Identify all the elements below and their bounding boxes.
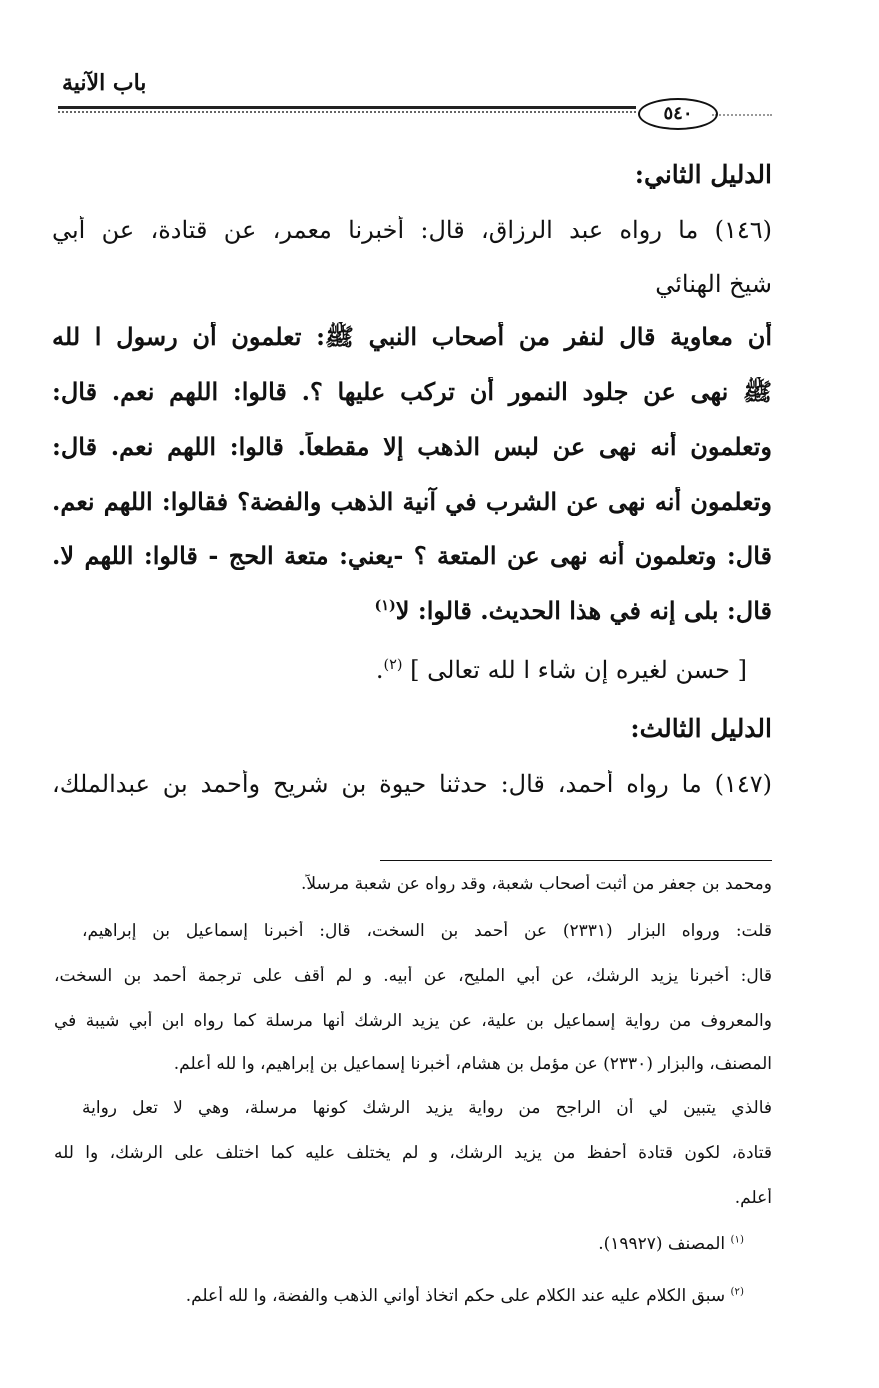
footnote-ref-2: (٢) — [383, 657, 403, 673]
hadith-text-line-6-text: قال: بلى إنه في هذا الحديث. قالوا: لا — [395, 596, 772, 625]
page-number: ٥٤٠ — [638, 98, 718, 130]
hadith-146-chain-line-1: (١٤٦) ما رواه عبد الرزاق، قال: أخبرنا معمر، عن قتادة، عن أبي — [52, 216, 772, 244]
footnote-note-b-line-2: قتادة، لكون قتادة أحفظ من يزيد الرشك، و لم يختلف عليه كما اختلف على الرشك، وا لله — [54, 1143, 772, 1163]
footnote-ref-1: (١) — [374, 597, 396, 614]
grading-text: [ حسن لغيره إن شاء ا لله تعالى ] — [410, 656, 747, 684]
header-rule-dotted-right — [712, 114, 772, 116]
footnote-1 — [26, 1234, 744, 1254]
hadith-text-line-5: قال: وتعلمون أنه نهى عن المتعة ؟ -يعني: متعة الحج - قالوا: اللهم لا. — [52, 541, 772, 570]
hadith-text-line-4: وتعلمون أنه نهى عن الشرب في آنية الذهب والفضة؟ فقالوا: اللهم نعم. — [52, 487, 772, 516]
footnote-note-a-line-2: قال: أخبرنا يزيد الرشك، عن أبي المليح، عن أبيه. و لم أقف على ترجمة أحمد بن السخت، — [54, 966, 772, 986]
header-rule-dotted — [58, 111, 636, 113]
hadith-text-line-6 — [52, 596, 772, 625]
running-header-title: باب الآنية — [62, 70, 147, 96]
hadith-147-chain-line: (١٤٧) ما رواه أحمد، قال: حدثنا حيوة بن شريح وأحمد بن عبدالملك، — [52, 770, 772, 798]
section-heading-third-evidence: الدليل الثالث: — [630, 714, 772, 743]
grading-line: [ حسن لغيره إن شاء ا لله تعالى ] $^{(٢)}$. — [375, 656, 747, 684]
section-heading-second-evidence: الدليل الثاني: — [634, 160, 772, 189]
hadith-text-line-3: وتعلمون أنه نهى عن لبس الذهب إلا مقطعاً. قالوا: اللهم نعم. قال: — [52, 432, 772, 461]
footnote-separator — [380, 860, 772, 861]
footnote-continuation: ومحمد بن جعفر من أثبت أصحاب شعبة، وقد رواه عن شعبة مرسلاً. — [300, 874, 772, 894]
footnote-note-a-line-1: قلت: ورواه البزار (٢٣٣١) عن أحمد بن السخت، قال: أخبرنا إسماعيل بن إبراهيم، — [82, 921, 772, 941]
footnote-1-text: المصنف (١٩٩٢٧). — [598, 1234, 726, 1254]
footnote-2-mark: (٢) — [730, 1286, 744, 1298]
footnote-note-a-line-3: والمعروف من رواية إسماعيل بن علية، عن يزيد الرشك أنها مرسلة كما رواه ابن أبي شيبة في — [54, 1011, 772, 1031]
footnote-note-b-line-3: أعلم. — [734, 1188, 772, 1208]
header-rule — [58, 106, 636, 109]
hadith-text-line-1: أن معاوية قال لنفر من أصحاب النبي ﷺ: تعلمون أن رسول ا لله — [52, 322, 772, 351]
hadith-146-chain-line-2: شيخ الهنائي — [655, 270, 772, 298]
footnote-2-text: سبق الكلام عليه عند الكلام على حكم اتخاذ أواني الذهب والفضة، وا لله أعلم. — [185, 1286, 726, 1306]
footnote-2 — [26, 1286, 744, 1306]
footnote-note-a-line-4: المصنف، والبزار (٢٣٣٠) عن مؤمل بن هشام، أخبرنا إسماعيل بن إبراهيم، وا لله أعلم. — [173, 1054, 772, 1074]
footnote-note-b-line-1: فالذي يتبين لي أن الراجح من رواية يزيد الرشك كونها مرسلة، وهي لا تعل رواية — [82, 1098, 772, 1118]
hadith-text-line-2: ﷺ نهى عن جلود النمور أن تركب عليها ؟. قالوا: اللهم نعم. قال: — [52, 377, 772, 406]
footnote-1-mark: (١) — [730, 1234, 744, 1246]
